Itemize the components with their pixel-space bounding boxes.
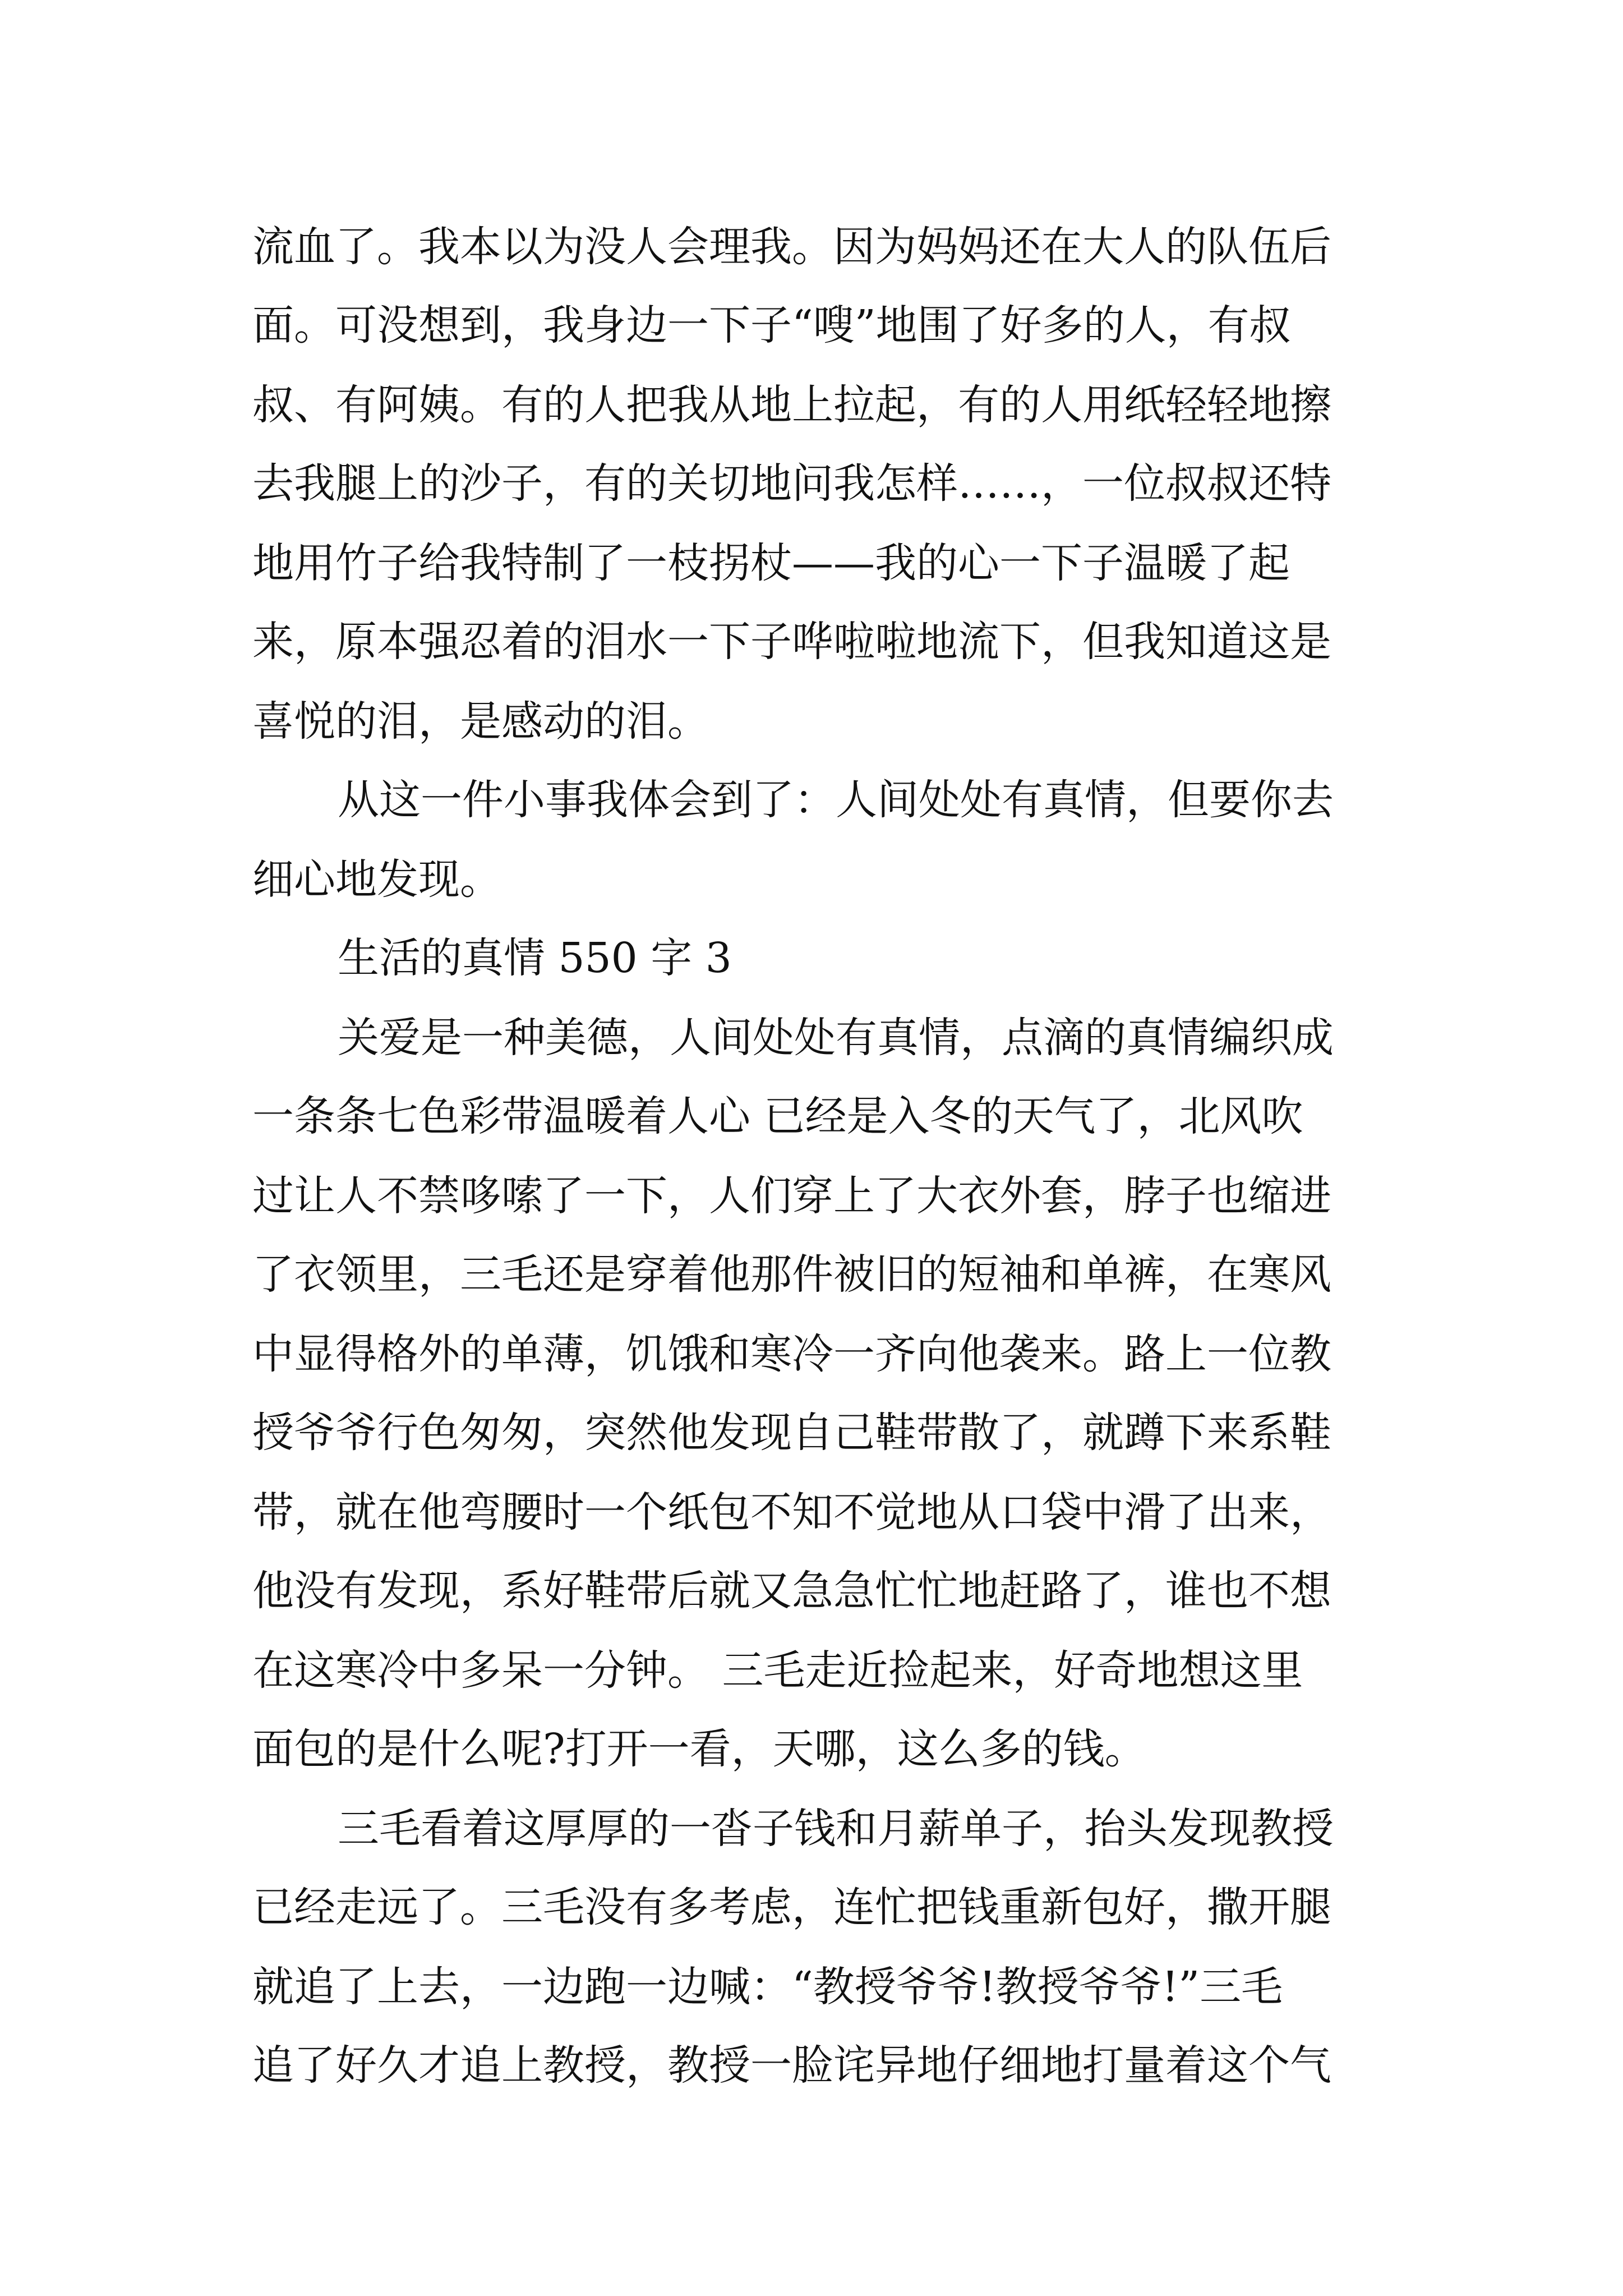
text-line: 追了好久才追上教授，教授一脸诧异地仔细地打量着这个气 — [252, 2041, 1331, 2090]
text-line: 来，原本强忍着的泪水一下子哗啦啦地流下，但我知道这是 — [252, 618, 1331, 666]
text-line: 了衣领里，三毛还是穿着他那件被旧的短袖和单裤，在寒风 — [252, 1250, 1331, 1299]
text-line: 一条条七色彩带温暖着人心 已经是入冬的天气了，北风吹 — [252, 1092, 1303, 1140]
text-line: 过让人不禁哆嗦了一下，人们穿上了大衣外套，脖子也缩进 — [252, 1172, 1331, 1220]
text-line: 地用竹子给我特制了一枝拐杖——我的心一下子温暖了起 — [252, 539, 1290, 587]
text-line: 细心地发现。 — [252, 855, 501, 904]
text-line: 面。可没想到，我身边一下子“嗖”地围了好多的人，有叔 — [252, 301, 1291, 349]
text-line: 带，就在他弯腰时一个纸包不知不觉地从口袋中滑了出来， — [252, 1488, 1331, 1536]
text-line: 三毛看着这厚厚的一沓子钱和月薪单子，抬头发现教授 — [338, 1805, 1334, 1853]
text-line: 已经走远了。三毛没有多考虑，连忙把钱重新包好，撒开腿 — [252, 1883, 1331, 1931]
text-line: 从这一件小事我体会到了：人间处处有真情，但要你去 — [338, 776, 1334, 824]
text-line: 他没有发现，系好鞋带后就又急急忙忙地赶路了，谁也不想 — [252, 1567, 1331, 1615]
text-line: 面包的是什么呢?打开一看，天哪，这么多的钱。 — [252, 1725, 1146, 1773]
text-line: 中显得格外的单薄，饥饿和寒冷一齐向他袭来。路上一位教 — [252, 1330, 1331, 1378]
text-line: 喜悦的泪，是感动的泪。 — [252, 697, 709, 746]
text-line: 授爷爷行色匆匆，突然他发现自己鞋带散了，就蹲下来系鞋 — [252, 1409, 1331, 1457]
section-heading: 生活的真情 550 字 3 — [338, 934, 732, 982]
text-line: 流血了。我本以为没人会理我。因为妈妈还在大人的队伍后 — [252, 223, 1331, 271]
text-line: 就追了上去，一边跑一边喊：“教授爷爷!教授爷爷!”三毛 — [252, 1963, 1283, 2011]
text-line: 去我腿上的沙子，有的关切地问我怎样……，一位叔叔还特 — [252, 459, 1331, 508]
text-line: 关爱是一种美德，人间处处有真情，点滴的真情编织成 — [338, 1014, 1334, 1062]
text-line: 叔、有阿姨。有的人把我从地上拉起，有的人用纸轻轻地擦 — [252, 381, 1331, 429]
text-line: 在这寒冷中多呆一分钟。 三毛走近捡起来，好奇地想这里 — [252, 1646, 1303, 1695]
